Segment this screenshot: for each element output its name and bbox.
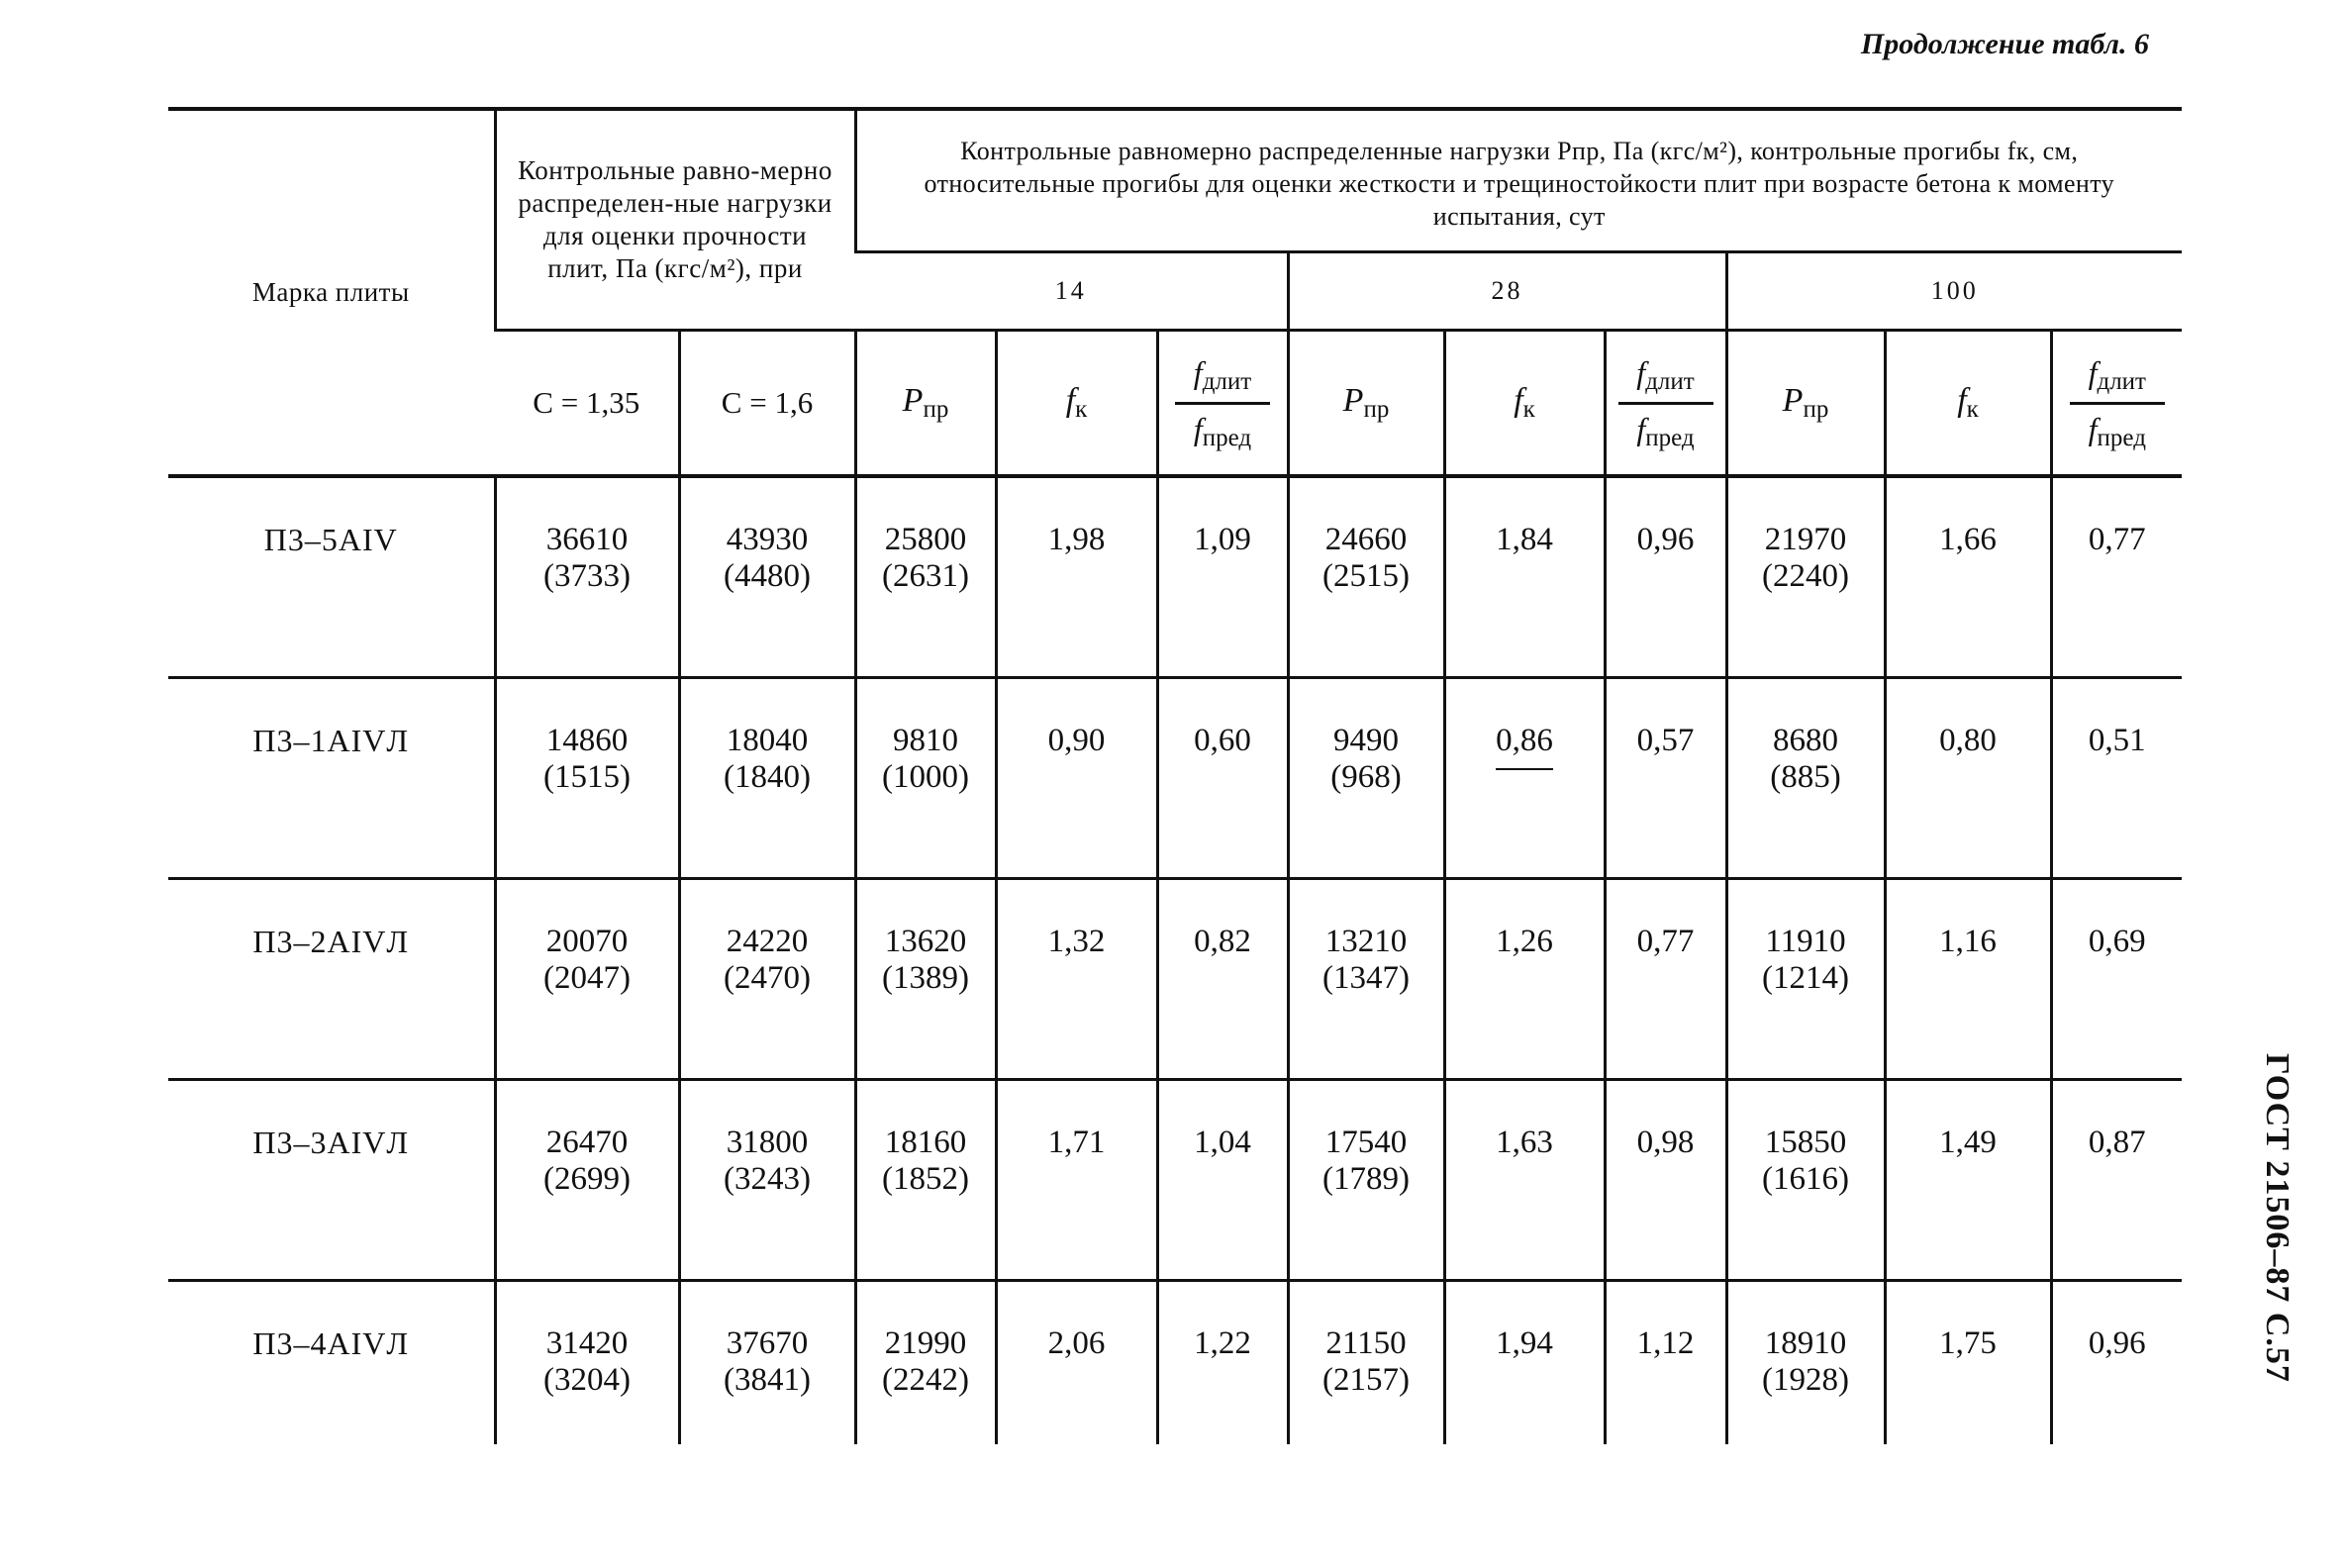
- cell-f14: 1,98: [996, 476, 1157, 678]
- cell-p28: 9490 (968): [1288, 678, 1444, 879]
- cell-f14: 1,71: [996, 1080, 1157, 1281]
- header-c-135: C = 1,35: [495, 331, 679, 477]
- row-mark: П3–3AIVЛ: [168, 1080, 495, 1281]
- header-f-28: $f_к$: [1444, 331, 1605, 477]
- cell-f14: 2,06: [996, 1281, 1157, 1445]
- test-loads-table: [168, 107, 2182, 1444]
- cell-p28: 24660 (2515): [1288, 476, 1444, 678]
- cell-r28: 1,12: [1605, 1281, 1726, 1445]
- cell-r14: 0,60: [1157, 678, 1288, 879]
- cell-p14: 13620 (1389): [855, 879, 996, 1080]
- cell-f100: 1,66: [1885, 476, 2051, 678]
- cell-c135: 31420 (3204): [495, 1281, 679, 1445]
- cell-p100: 11910 (1214): [1726, 879, 1885, 1080]
- header-ratio-100: $\frac{f_{длит}}{f_{пред}}$: [2051, 331, 2182, 477]
- header-p-14: $P_{пр}$: [855, 331, 996, 477]
- cell-r100: 0,69: [2051, 879, 2182, 1080]
- cell-p28: 17540 (1789): [1288, 1080, 1444, 1281]
- cell-c135: 14860 (1515): [495, 678, 679, 879]
- cell-f100: 1,16: [1885, 879, 2051, 1080]
- cell-p100: 8680 (885): [1726, 678, 1885, 879]
- cell-r14: 1,04: [1157, 1080, 1288, 1281]
- table-row: [168, 879, 2182, 1080]
- cell-f14: 0,90: [996, 678, 1157, 879]
- cell-p28: 13210 (1347): [1288, 879, 1444, 1080]
- row-mark: П3–2AIVЛ: [168, 879, 495, 1080]
- cell-c16: 43930 (4480): [679, 476, 855, 678]
- cell-f100: 0,80: [1885, 678, 2051, 879]
- header-f-14: $f_к$: [996, 331, 1157, 477]
- row-mark: П3–5AIV: [168, 476, 495, 678]
- cell-p100: 15850 (1616): [1726, 1080, 1885, 1281]
- header-day-14: 14: [855, 252, 1288, 331]
- cell-f14: 1,32: [996, 879, 1157, 1080]
- cell-p28: 21150 (2157): [1288, 1281, 1444, 1445]
- cell-r28: 0,98: [1605, 1080, 1726, 1281]
- table-row: [168, 678, 2182, 879]
- document-code-label: ГОСТ 21506–87 С.57: [2259, 1052, 2296, 1383]
- cell-c16: 24220 (2470): [679, 879, 855, 1080]
- cell-p14: 18160 (1852): [855, 1080, 996, 1281]
- cell-f28: 1,26: [1444, 879, 1605, 1080]
- cell-p100: 21970 (2240): [1726, 476, 1885, 678]
- cell-r14: 1,22: [1157, 1281, 1288, 1445]
- cell-f28: 1,84: [1444, 476, 1605, 678]
- cell-r14: 1,09: [1157, 476, 1288, 678]
- table-row: [168, 1080, 2182, 1281]
- row-mark: П3–4AIVЛ: [168, 1281, 495, 1445]
- table-row: [168, 476, 2182, 678]
- header-p-28: $P_{пр}$: [1288, 331, 1444, 477]
- table-row: [168, 1281, 2182, 1445]
- cell-p14: 25800 (2631): [855, 476, 996, 678]
- header-mark: Марка плиты: [168, 109, 495, 476]
- header-day-28: 28: [1288, 252, 1726, 331]
- header-f-100: $f_к$: [1885, 331, 2051, 477]
- cell-r100: 0,87: [2051, 1080, 2182, 1281]
- header-ratio-28: $\frac{f_{длит}}{f_{пред}}$: [1605, 331, 1726, 477]
- cell-f100: 1,75: [1885, 1281, 2051, 1445]
- cell-p14: 9810 (1000): [855, 678, 996, 879]
- header-control-loads: Контрольные равномерно распределенные нагрузки Pпр, Па (кгс/м²), контрольные прогибы fк, см, относительные прогибы для оценки жесткости и трещиностойкости плит при возрасте бетона к моменту испытания, сут: [855, 109, 2182, 252]
- cell-f100: 1,49: [1885, 1080, 2051, 1281]
- header-day-100: 100: [1726, 252, 2182, 331]
- row-mark: П3–1AIVЛ: [168, 678, 495, 879]
- cell-r28: 0,57: [1605, 678, 1726, 879]
- cell-r100: 0,77: [2051, 476, 2182, 678]
- cell-c135: 36610 (3733): [495, 476, 679, 678]
- cell-f28: 1,94: [1444, 1281, 1605, 1445]
- header-ratio-14: $\frac{f_{длит}}{f_{пред}}$: [1157, 331, 1288, 477]
- header-c-16: C = 1,6: [679, 331, 855, 477]
- cell-c16: 31800 (3243): [679, 1080, 855, 1281]
- cell-c16: 37670 (3841): [679, 1281, 855, 1445]
- cell-p100: 18910 (1928): [1726, 1281, 1885, 1445]
- cell-f28: 0,86: [1444, 678, 1605, 879]
- cell-r100: 0,96: [2051, 1281, 2182, 1445]
- cell-c135: 26470 (2699): [495, 1080, 679, 1281]
- cell-r28: 0,77: [1605, 879, 1726, 1080]
- header-strength-loads: Контрольные равно-мерно распределен-ные нагрузки для оценки прочности плит, Па (кгс/м²), при: [495, 109, 855, 331]
- cell-f28: 1,63: [1444, 1080, 1605, 1281]
- cell-p14: 21990 (2242): [855, 1281, 996, 1445]
- cell-r14: 0,82: [1157, 879, 1288, 1080]
- table-continuation-caption: Продолжение табл. 6: [1860, 28, 2149, 60]
- header-p-100: $P_{пр}$: [1726, 331, 1885, 477]
- cell-c16: 18040 (1840): [679, 678, 855, 879]
- cell-r28: 0,96: [1605, 476, 1726, 678]
- cell-c135: 20070 (2047): [495, 879, 679, 1080]
- cell-r100: 0,51: [2051, 678, 2182, 879]
